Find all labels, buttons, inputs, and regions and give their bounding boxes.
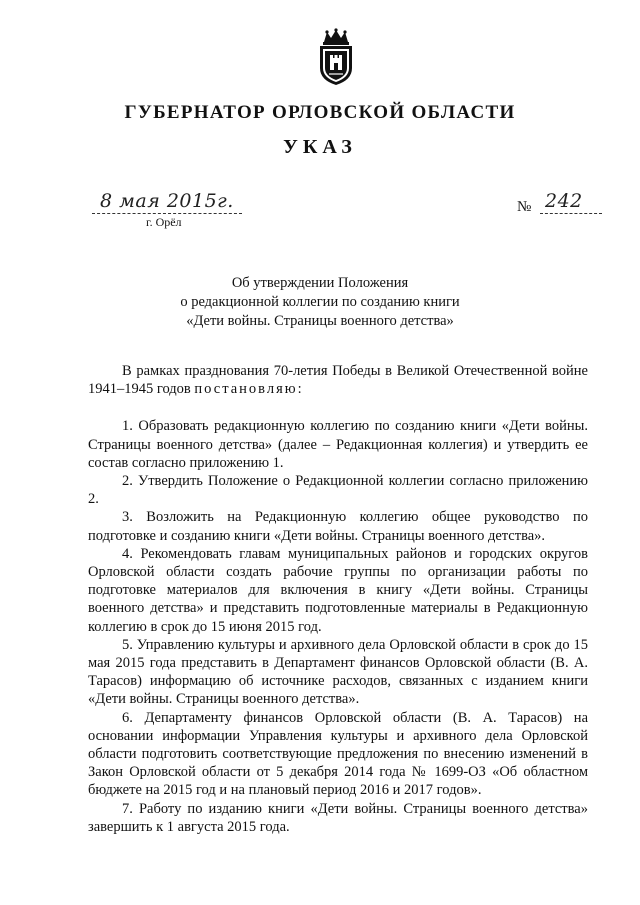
city-label: г. Орёл xyxy=(146,215,182,229)
decree-item: 4. Рекомендовать главам муниципальных районов и городских округов Орловской области создать рабочие группы по организации работы по подготовке материалов для включения в книгу «Дети войны. Страницы военного детства» и представить подготовленные материалы в Редакционную коллегию в срок до 15 июня 2015 год. xyxy=(88,545,588,635)
subject-line: Об утверждении Положения xyxy=(231,275,409,291)
preamble-decree-word: постановляю: xyxy=(194,381,304,398)
decree-item: 7. Работу по изданию книги «Дети войны. Страницы военного детства» завершить к 1 августа 2015 года. xyxy=(88,800,588,835)
decree-item: 3. Возложить на Редакционную коллегию общее руководство по подготовке и созданию книги «Дети войны. Страницы военного детства». xyxy=(88,509,588,544)
preamble-paragraph xyxy=(88,362,588,398)
handwritten-number: 242 xyxy=(545,190,583,212)
subject-line: «Дети войны. Страницы военного детства» xyxy=(186,313,454,329)
number-underline xyxy=(540,213,602,215)
decree-item: 5. Управлению культуры и архивного дела Орловской области в срок до 15 мая 2015 года представить в Департамент финансов Орловской области (В. А. Тарасов) информацию об источнике расходов, связанных с изданием книги «Дети войны. Страницы военного детства». xyxy=(88,636,588,708)
governor-title: ГУБЕРНАТОР ОРЛОВСКОЙ ОБЛАСТИ xyxy=(124,102,516,123)
decree-item: 2. Утвердить Положение о Редакционной коллегии согласно приложению 2. xyxy=(88,473,588,508)
number-label: № xyxy=(517,199,532,215)
decree-body xyxy=(88,362,588,836)
preamble-text: В рамках празднования 70-летия Победы в Великой Отечественной войне 1941–1945 годов xyxy=(88,363,588,398)
document-type: УКАЗ xyxy=(283,136,357,158)
date-underline xyxy=(92,213,242,214)
decree-item: 1. Образовать редакционную коллегию по созданию книги «Дети войны. Страницы военного детства» (далее – Редакционная коллегия) и утвердить ее состав согласно приложению 1. xyxy=(88,418,588,471)
coat-of-arms-icon xyxy=(315,28,357,86)
handwritten-date: 8 мая 2015г. xyxy=(100,190,234,212)
decree-subject xyxy=(0,274,640,331)
decree-item: 6. Департаменту финансов Орловской области (В. А. Тарасов) на основании информации Управления культуры и архивного дела Орловской области подготовить соответствующие предложения по внесению изменений в Закон Орловской области от 5 декабря 2014 года № 1699-ОЗ «Об областном бюджете на 2015 год и на плановый период 2016 и 2017 годов». xyxy=(88,709,588,799)
subject-line: о редакционной коллегии по созданию книги xyxy=(180,294,460,310)
